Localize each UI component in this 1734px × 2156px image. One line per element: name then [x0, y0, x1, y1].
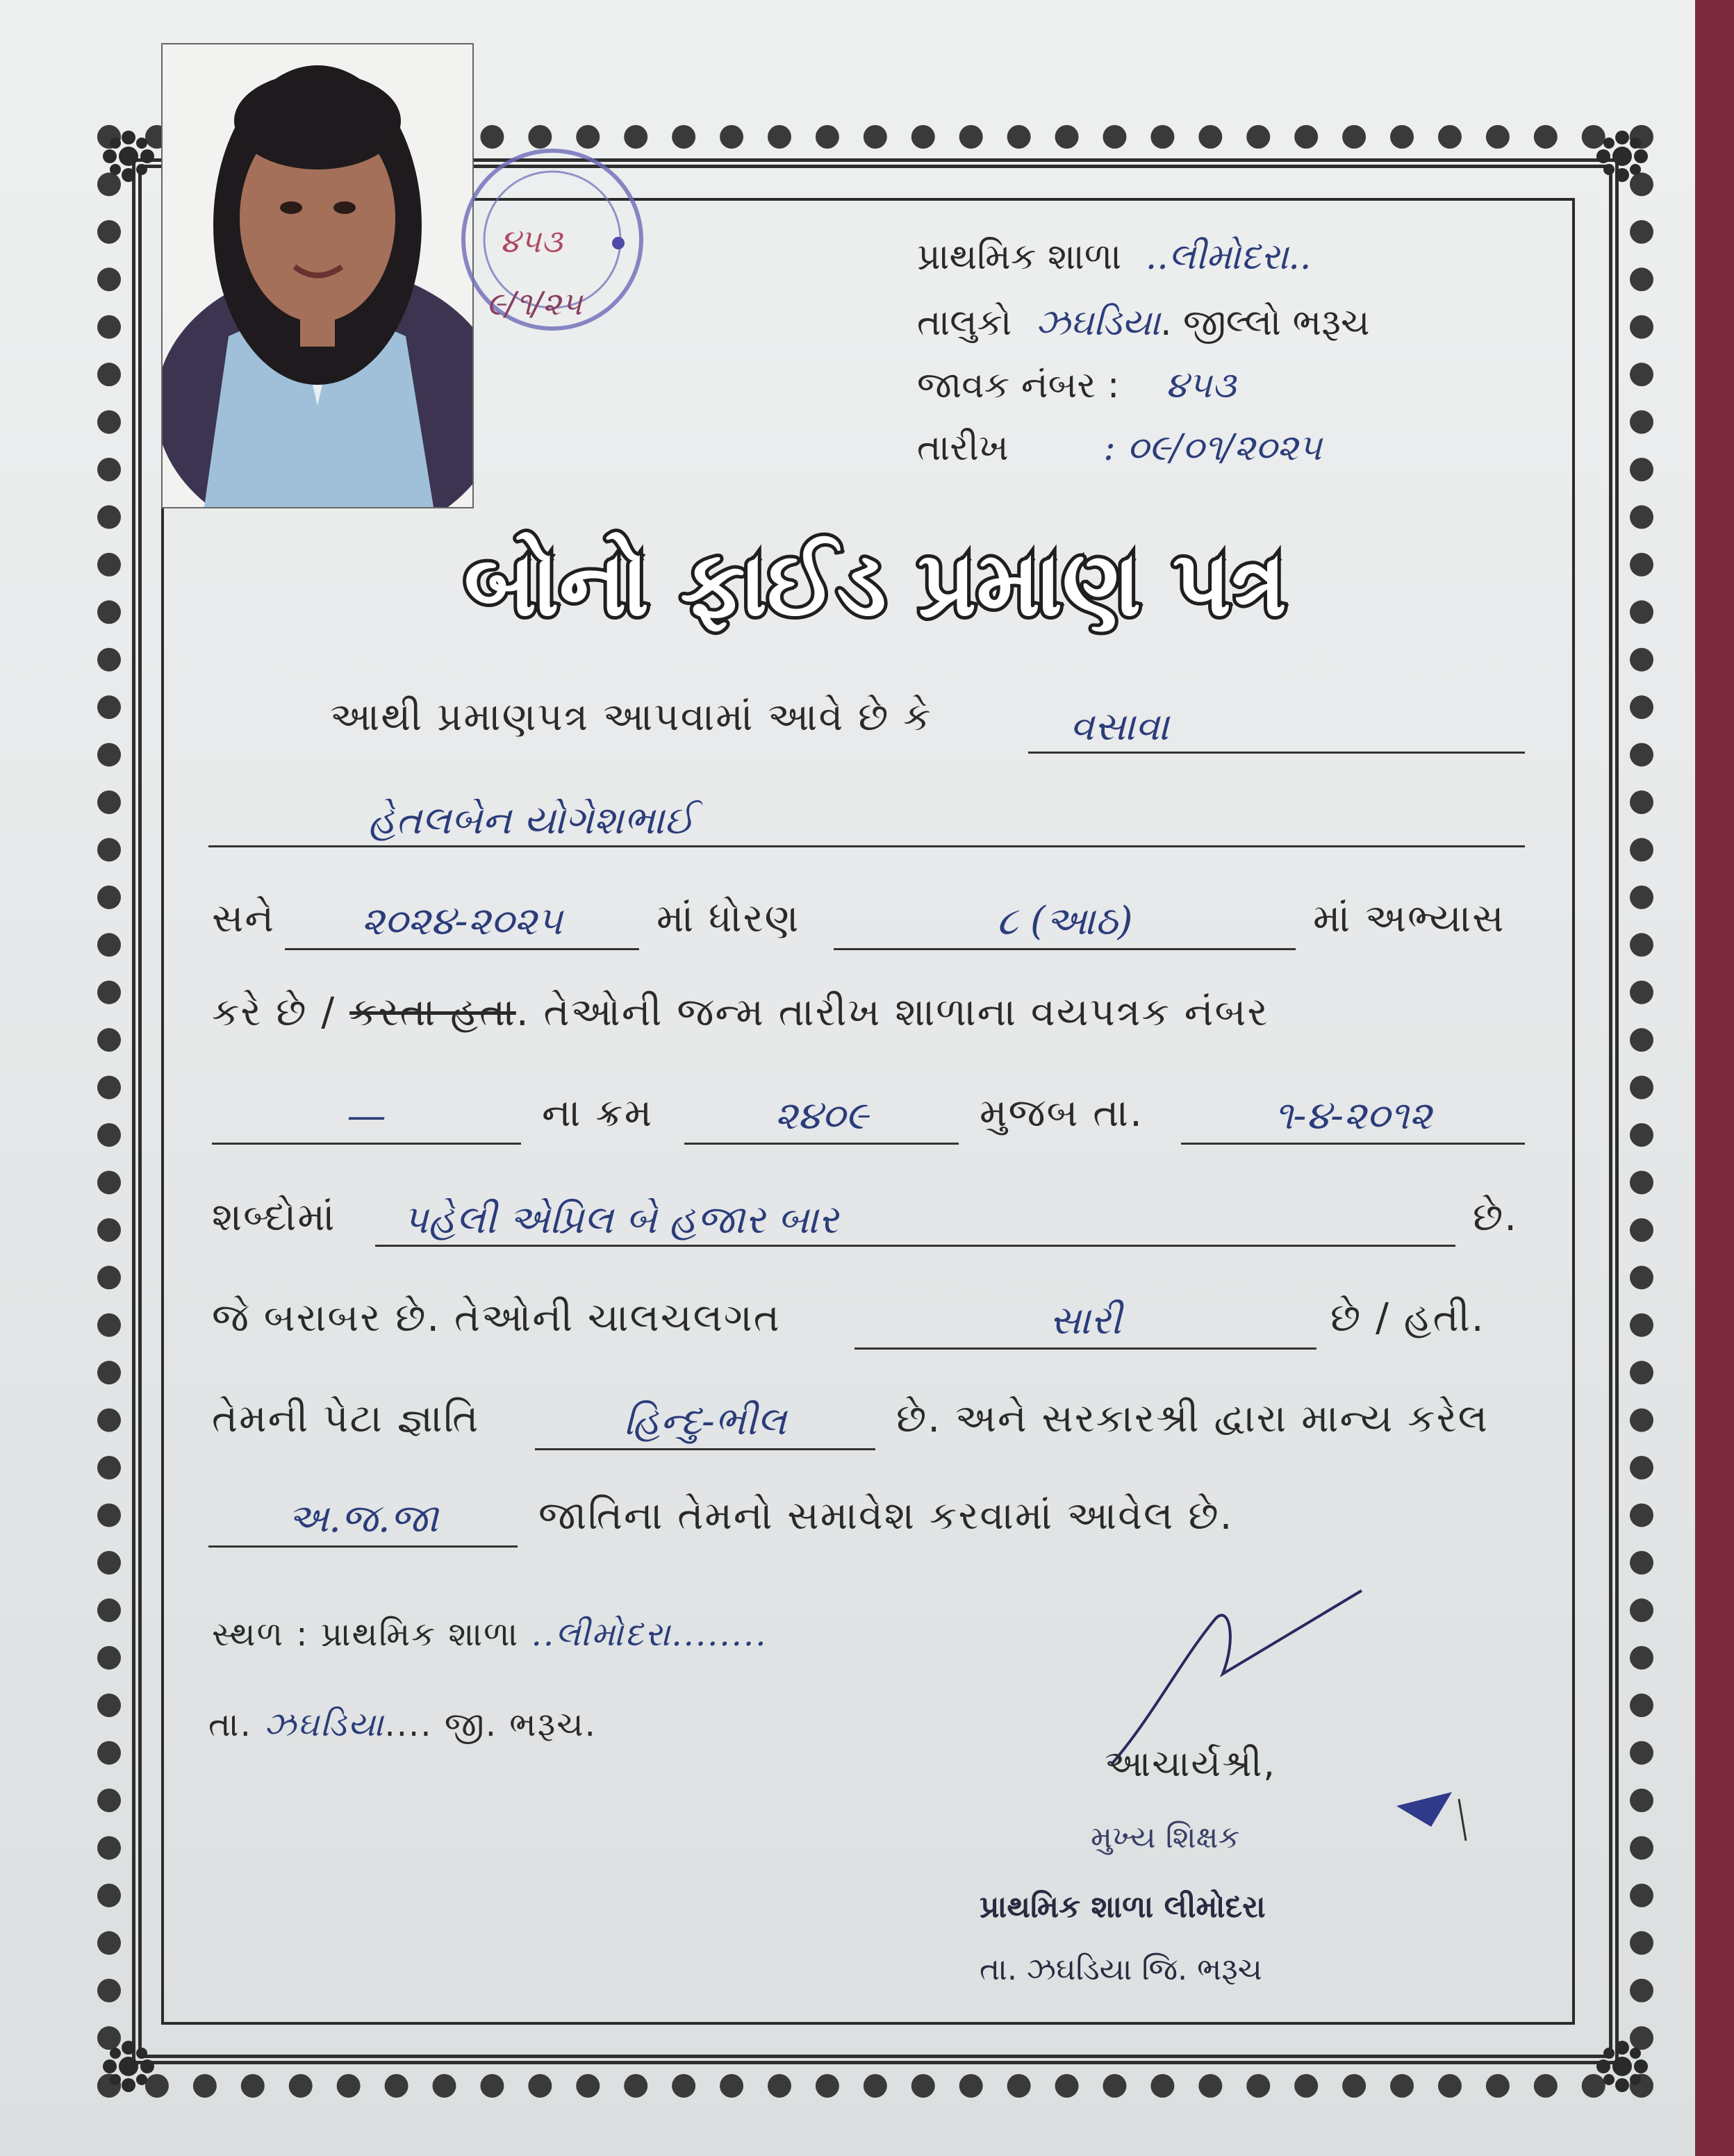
- caste-field: હિન્દુ-ભીલ: [535, 1400, 875, 1450]
- corner-flower-icon: [1591, 125, 1653, 188]
- stamp-number: ૪૫૩: [500, 222, 563, 260]
- che-hati-label: છે / હતી.: [1330, 1295, 1485, 1341]
- karta-hata-struck: કરતા હતા: [349, 990, 516, 1035]
- principal-title: આચાર્યશ્રી,: [1105, 1743, 1276, 1785]
- header-school-row: [917, 236, 1311, 279]
- dob-words-field: પહેલી એપ્રિલ બે હજાર બાર: [375, 1198, 1455, 1247]
- ji-label: .... જી. ભરૂચ.: [384, 1705, 597, 1744]
- kare-che: કરે છે /: [212, 990, 336, 1035]
- place-value: ..લીમોદરા........: [531, 1615, 768, 1654]
- caste-label: તેમની પેટા જ્ઞાતિ: [212, 1396, 480, 1441]
- words-label: શબ્દોમાં: [212, 1195, 336, 1240]
- study-label: માં અભ્યાસ: [1313, 896, 1505, 941]
- full-name-field: હેતલબેન યોગેશભાઈ: [208, 799, 1525, 847]
- header-taluka-label: તાલુકો: [917, 302, 1012, 344]
- corner-flower-icon: [97, 125, 160, 188]
- kram-field: ૨૪૦૯: [684, 1094, 959, 1145]
- std-field: ૮ (આઠ): [834, 899, 1296, 950]
- signature-stamp-line2: પ્રાથમિક શાળા લીમોદરા: [980, 1889, 1266, 1925]
- category-field: અ.જ.જા: [208, 1497, 518, 1548]
- student-photo: [161, 43, 474, 508]
- sane-label: સને: [212, 896, 276, 941]
- ta-label: તા.: [208, 1705, 252, 1744]
- stamp-date: ૯/૧/૨૫: [486, 285, 582, 322]
- gov-text: છે. અને સરકારશ્રી દ્વારા માન્ય કરેલ: [896, 1396, 1489, 1441]
- conduct-field: સારી: [854, 1299, 1316, 1350]
- header-outward-label: જાવક નંબર :: [917, 365, 1120, 406]
- place-row: [212, 1615, 767, 1655]
- dob-field: ૧-૪-૨૦૧૨: [1181, 1094, 1525, 1145]
- intro-text: આથી પ્રમાણપત્ર આપવામાં આવે છે કે: [330, 695, 932, 740]
- kram-label: ના ક્રમ: [542, 1091, 654, 1136]
- ta-value: ઝઘડિયા: [264, 1705, 385, 1744]
- header-outward-value: ૪૫૩: [1165, 365, 1236, 406]
- category-text: જાતિના તેમનો સમાવેશ કરવામાં આવેલ છે.: [538, 1493, 1234, 1539]
- signature-stamp-line1: મુખ્ય શિક્ષક: [1091, 1820, 1240, 1855]
- std-label: માં ધોરણ: [657, 896, 800, 941]
- header-district-label: . જીલ્લો ભરૂચ: [1159, 302, 1370, 344]
- header-school-value: ..લીમોદરા..: [1145, 236, 1312, 278]
- year-field: ૨૦૨૪-૨૦૨૫: [285, 899, 639, 950]
- che-label: છે.: [1473, 1195, 1519, 1240]
- taluka-row: [208, 1705, 597, 1745]
- dob-text: . તેઓની જન્મ તારીખ શાળાના વયપત્રક નંબર: [515, 990, 1269, 1035]
- corner-flower-icon: [1591, 2035, 1653, 2098]
- corner-flower-icon: [97, 2035, 160, 2098]
- header-date-label: તારીખ: [917, 427, 1009, 469]
- header-taluka-row: [917, 302, 1369, 345]
- dob-sentence: [212, 990, 1269, 1036]
- title-text: બોનો ફાઈડ પ્રમાણ પત્ર: [463, 531, 1287, 636]
- conduct-text: જે બરાબર છે. તેઓની ચાલચલગત: [212, 1295, 781, 1341]
- header-outward-row: [917, 365, 1236, 407]
- header-school-label: પ્રાથમિક શાળા: [917, 236, 1122, 278]
- surname-field: વસાવા: [1028, 705, 1525, 754]
- mujab-label: મુજબ તા.: [980, 1091, 1143, 1136]
- header-date-row: [917, 427, 1322, 470]
- header-taluka-value: ઝઘડિયા: [1035, 302, 1160, 344]
- signature-stamp-line3: તા. ઝઘડિયા જિ. ભરૂચ: [980, 1952, 1262, 1987]
- header-date-value: : ૦૯/૦૧/૨૦૨૫: [1103, 427, 1322, 469]
- register-number-field: —: [212, 1094, 521, 1145]
- ink-mark-icon: [1389, 1785, 1473, 1848]
- certificate-title: [320, 517, 1431, 649]
- place-label: સ્થળ : પ્રાથમિક શાળા: [212, 1615, 520, 1654]
